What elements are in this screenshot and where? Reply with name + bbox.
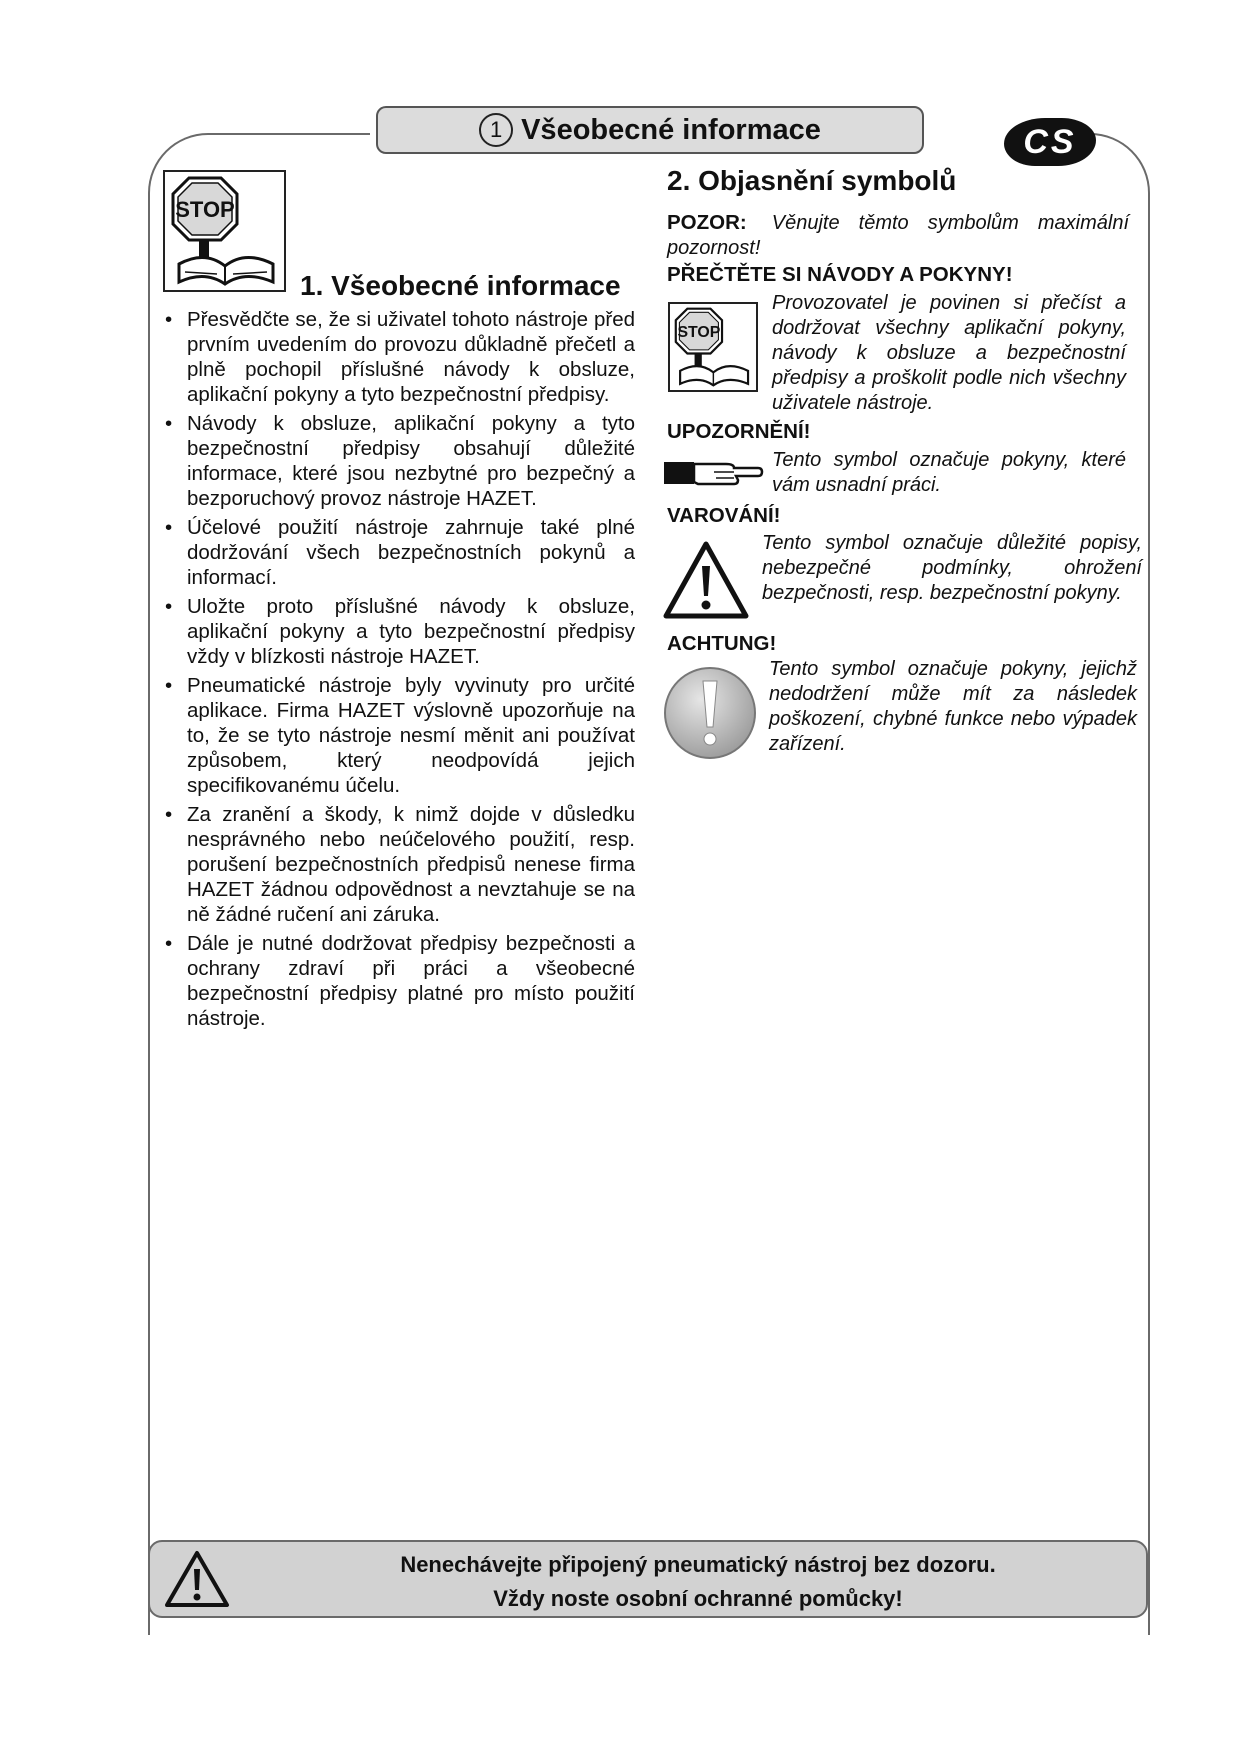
precte-text: Provozovatel je povinen si přečíst a dodržovat všechny aplikační pokyny, návody k obsluze a bezpečnostní předpisy a proškolit podle nich všechny uživatele nástroje. bbox=[772, 292, 1126, 414]
list-item: • Účelové použití nástroje zahrnuje také plné dodržování všech bezpečnostních pokynů a informací. bbox=[165, 515, 635, 590]
upozorneni-label-text: UPOZORNĚNÍ! bbox=[667, 420, 811, 443]
pozor-text: Věnujte těmto symbolům maximální pozornost! bbox=[667, 212, 1129, 259]
varovani-label-text: VAROVÁNÍ! bbox=[667, 504, 781, 527]
upozorneni-label bbox=[667, 420, 811, 444]
footer-line-1: Nenechávejte připojený pneumatický nástroj bez dozoru. bbox=[400, 1552, 996, 1577]
svg-text:STOP: STOP bbox=[677, 323, 721, 341]
section2-heading: 2. Objasnění symbolů bbox=[667, 165, 957, 196]
list-item: • Pneumatické nástroje byly vyvinuty pro určité aplikace. Firma HAZET výslovně upozorňuje na to, že se tyto nástroje nesmí měnit ani používat způsobem, který neodpovídá jejich specifikovanému účelu. bbox=[165, 673, 635, 798]
varovani-text: Tento symbol označuje důležité popisy, nebezpečné podmínky, ohrožení bezpečnosti, resp. bezpečnostní pokyny. bbox=[762, 532, 1142, 604]
list-item: • Přesvědčte se, že si uživatel tohoto nástroje před prvním uvedením do provozu důkladně přečetl a plně pochopil příslušné návody k obsluze, aplikační pokyny a tyto bezpečnostní předpisy. bbox=[165, 307, 635, 407]
footer-line-2: Vždy noste osobní ochranné pomůcky! bbox=[493, 1586, 903, 1611]
safety-footer bbox=[148, 1540, 1148, 1618]
exclamation-circle-icon bbox=[662, 665, 758, 766]
section1-body bbox=[165, 307, 635, 1035]
achtung-text: Tento symbol označuje pokyny, jejichž nedodržení může mít za následek poškození, chybné funkce nebo výpadek zařízení. bbox=[769, 658, 1137, 755]
language-badge: CS bbox=[1004, 118, 1096, 166]
svg-text:STOP: STOP bbox=[175, 197, 235, 222]
footer-warning-icon bbox=[164, 1550, 230, 1613]
precte-label-text: PŘEČTĚTE SI NÁVODY A POKYNY! bbox=[667, 263, 1013, 286]
stop-book-icon bbox=[163, 170, 286, 292]
upozorneni-text: Tento symbol označuje pokyny, které vám usnadní práci. bbox=[772, 449, 1126, 496]
list-item: • Návody k obsluze, aplikační pokyny a tyto bezpečnostní předpisy obsahují důležité informace, které jsou nezbytné pro bezpečný a bezporuchový provoz nástroje HAZET. bbox=[165, 411, 635, 511]
varovani-label bbox=[667, 504, 781, 528]
list-item: • Za zranění a škody, k nimž dojde v důsledku nesprávného nebo neúčelového použití, resp. porušení bezpečnostních předpisů nenese firma HAZET žádnou odpovědnost a nevztahuje se na ně žádné ručení ani záruka. bbox=[165, 802, 635, 927]
section-header bbox=[376, 106, 924, 154]
section1-heading: 1. Všeobecné informace bbox=[300, 270, 621, 301]
achtung-label-text: ACHTUNG! bbox=[667, 632, 777, 655]
warning-triangle-icon bbox=[662, 540, 750, 625]
list-item: • Uložte proto příslušné návody k obsluze, aplikační pokyny a tyto bezpečnostní předpisy vždy v blízkosti nástroje HAZET. bbox=[165, 594, 635, 669]
section-title: Všeobecné informace bbox=[521, 113, 821, 146]
pointing-hand-icon bbox=[664, 452, 764, 497]
section-number: 1 bbox=[479, 113, 513, 147]
pozor-label: POZOR: bbox=[667, 211, 747, 234]
achtung-label bbox=[667, 632, 776, 656]
list-item: • Dále je nutné dodržovat předpisy bezpečnosti a ochrany zdraví při práci a všeobecné bezpečnostní předpisy platné pro místo použití nástroje. bbox=[165, 931, 635, 1031]
pozor-block bbox=[667, 210, 1129, 261]
bullet-list bbox=[165, 307, 635, 1031]
stop-book-small-icon bbox=[668, 302, 758, 392]
precte-label bbox=[667, 263, 1013, 287]
